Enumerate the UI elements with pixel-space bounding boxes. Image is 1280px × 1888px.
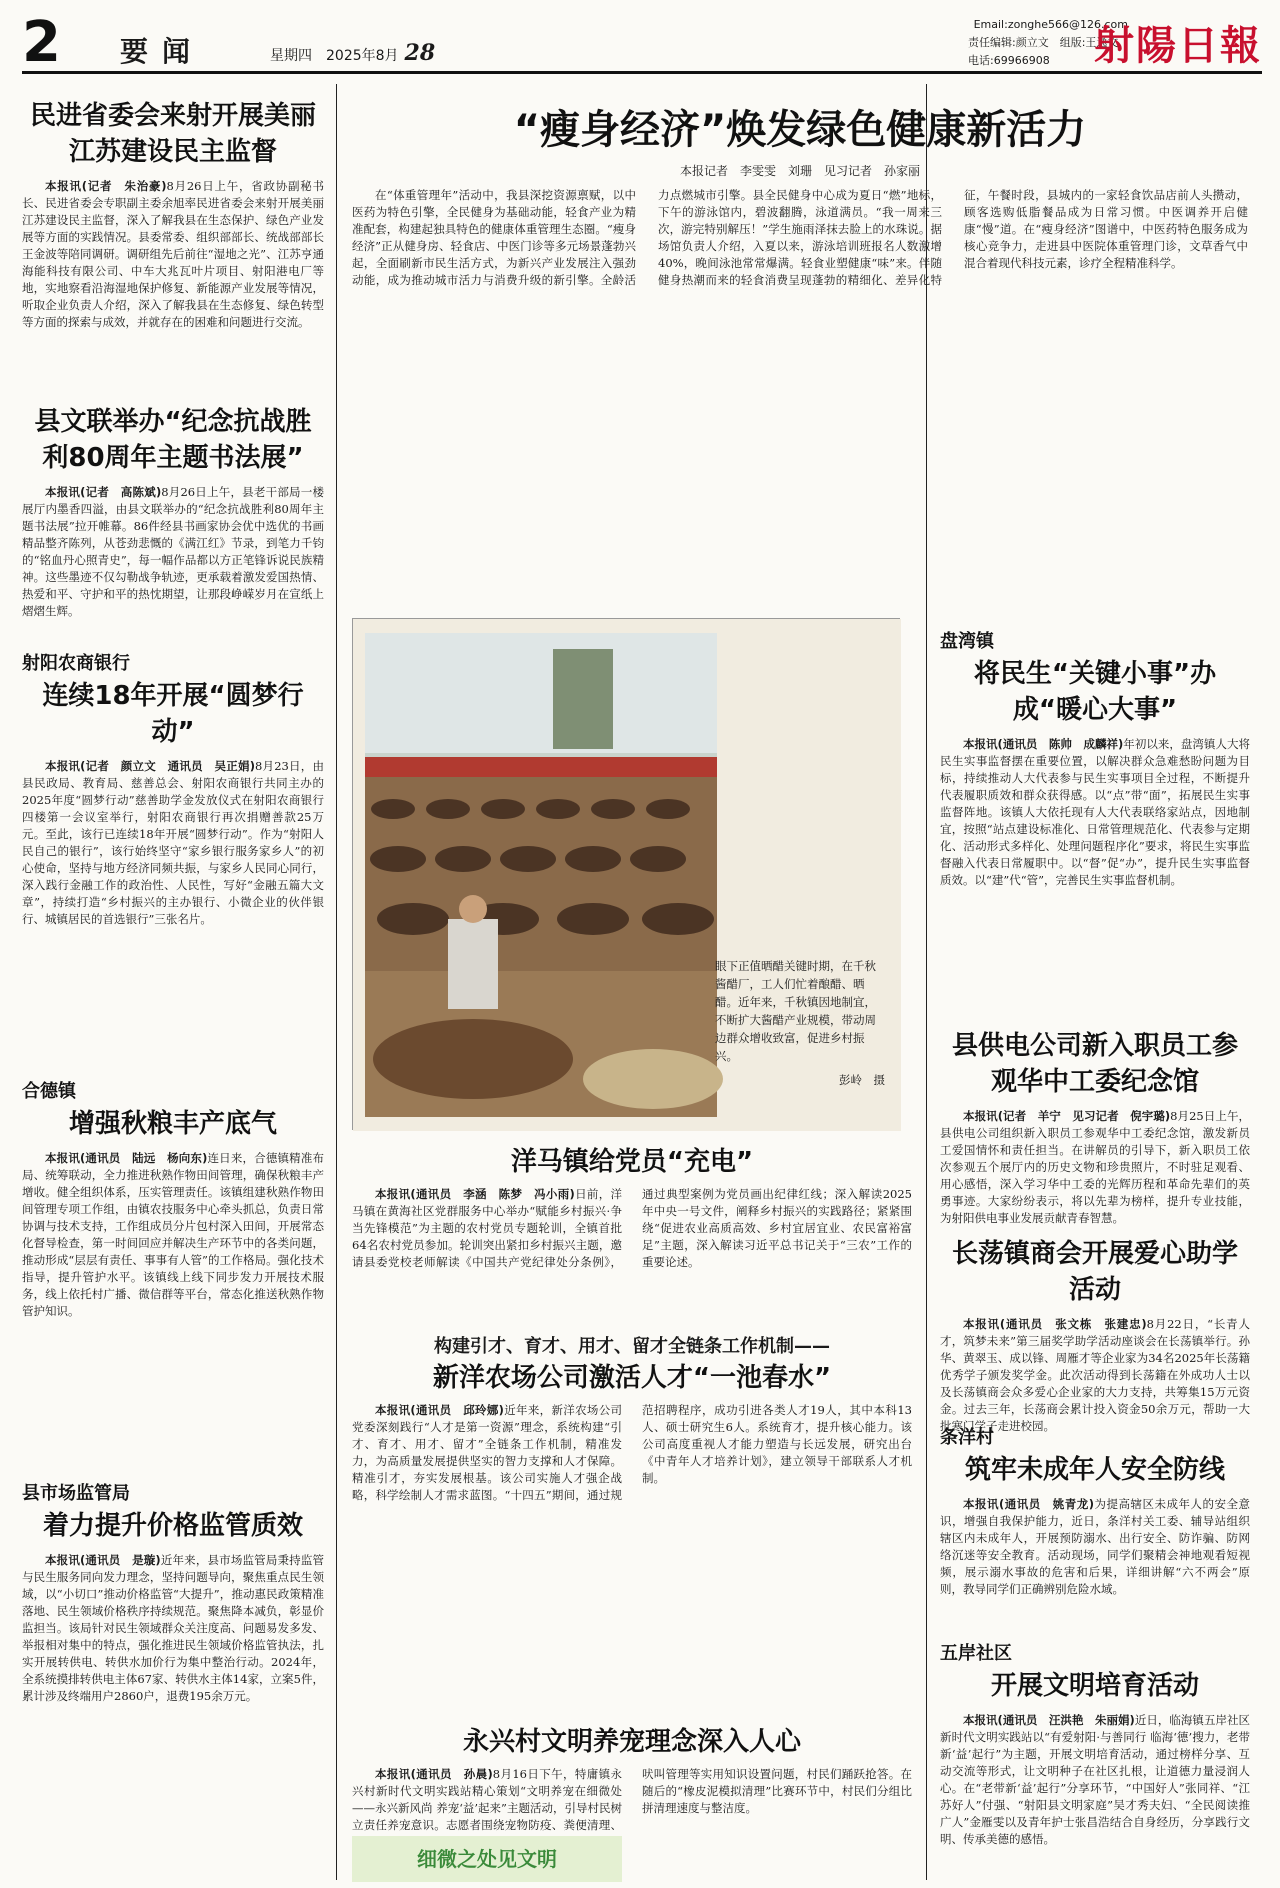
newspaper-logo: 射陽日報 bbox=[1094, 22, 1262, 69]
article-byline: 本报讯(通讯员 汪洪艳 朱丽娟) bbox=[963, 1713, 1135, 1727]
article-text: 年初以来，盘湾镇人大将民生实事监督摆在重要位置，以解决群众急难愁盼问题为目标，持续推动人大代表参与民生实事项目全过程，不断提升代表履职质效和群众获得感。以“点”带“面”，拓展民生实事监督阵地。该镇人大依托现有人大代表联络家站点，因地制宜，按照“站点建设标准化、日常管理规范化、代表参与定期化、活动形式多样化、处理问题程序化”要求，将民生实事监督融入代表日常履职中。以“督”促“办”，提升民生实事监督质效。以“建”代“管”，完善民生实事监督机制。 bbox=[940, 737, 1250, 887]
article-byline: 本报讯(记者 朱治豪) bbox=[45, 179, 167, 193]
article-kicker: 合德镇 bbox=[22, 1081, 76, 1102]
article-body bbox=[22, 758, 324, 928]
article-body: 在“体重管理年”活动中，我县深挖资源禀赋，以中医药为特色引擎，全民健身为基础动能，轻食产业为精准配套，构建起独具特色的健康体重管理生态圈。“瘦身经济”正从健身房、轻食店、中医门诊等多元场景蓬勃兴起，全面刷新市民生活方式，为新兴产业发展注入强劲动能，成为推动城市活力与消费升级的新引擎。全龄活力点燃城市引擎。县全民健身中心成为夏日“燃”地标，下午的游泳馆内，碧波翻腾，泳道满员。“我一周来三次，游完特别解压！”学生施雨泽抹去脸上的水珠说。据场馆负责人介绍，入夏以来，游泳培训班报名人数激增40%，晚间泳池常常爆满。轻食业塑健康“味”来。伴随健身热潮而来的轻食消费呈现蓬勃的精细化、差异化特征，午餐时段，县城内的一家轻食饮品店前人头攒动，顾客选购低脂餐品成为日常习惯。中医调养开启健康“慢”道。在“瘦身经济”图谱中，中医药特色服务成为核心竞争力，走进县中医院体重管理门诊，文草香气中混合着现代科技元素，诊疗全程精准科学。 bbox=[352, 188, 1248, 287]
article-kicker: 条洋村 bbox=[940, 1427, 994, 1448]
article-text: 8月22日，“长青人才，筑梦未来”第三届奖学助学活动座谈会在长荡镇举行。孙华、黄翠玉、成以锋、周雁才等企业家为34名2025年长荡籍优秀学子颁发奖学金。此次活动得到长荡籍在外成功人士以及长荡镇商会众多爱心企业家的大力支持，共筹集15万元资金。过去三年，长荡商会累计投入资金50余万元，帮助一大批寒门学子走进校园。 bbox=[940, 1317, 1250, 1433]
article-body bbox=[352, 1766, 912, 1834]
article-text: 8月26日上午，县老干部局一楼展厅内墨香四溢，由县文联举办的“纪念抗战胜利80周年主题书法展”拉开帷幕。86件经县书画家协会优中选优的书画精品整齐陈列，从苍劲悲慨的《满江红》节录，到笔力千钧的“铭血丹心照青史”，每一幅作品都以方正笔锋诉说民族精神。这些墨迹不仅勾勒战争轨迹，更承载着激发爱国热情、热爱和平、守护和平的热忱期望，让那段峥嵘岁月在宣纸上熠熠生辉。 bbox=[22, 485, 324, 618]
article-text: 近年来，县市场监管局秉持监管与民生服务同向发力理念，坚持问题导向，聚焦重点民生领域，以“小切口”推动价格监管“大提升”，推动惠民政策精准落地、民生领域价格秩序持续规范。聚焦降本减负，彰显价监担当。该局针对民生领域群众关注度高、问题易发多发、举报相对集中的特点，强化推进民生领域价格监管执法，扎实开展转供电、转供水加价行为集中整治行动。2024年，全系统摸排转供电主体67家、转供水主体14家，立案5件，累计涉及终端用户2860户，退费195余万元。 bbox=[22, 1553, 324, 1703]
article-wuan bbox=[940, 1640, 1250, 1880]
article-kicker: 五岸社区 bbox=[940, 1643, 1012, 1664]
article-text: 日前，洋马镇在黄海社区党群服务中心举办“赋能乡村振兴·争当先锋模范”为主题的农村党员专题轮训，全镇首批64名农村党员参加。轮训突出紧扣乡村振兴主题，邀请县委党校老师解读《中国共产党纪律处分条例》，通过典型案例为党员画出纪律红线；深入解读2025年中央一号文件，阐释乡村振兴的实践路径；紧紧围绕“促进农业高质高效、乡村宜居宜业、农民富裕富足”主题，深入解读习近平总书记关于“三农”工作的重要论述。 bbox=[352, 1187, 912, 1269]
article-byline: 本报讯(通讯员 陆远 杨向东) bbox=[45, 1151, 208, 1165]
article-byline: 本报讯(通讯员 邱玲娜) bbox=[375, 1403, 504, 1417]
article-body bbox=[22, 484, 324, 620]
column-divider-left bbox=[336, 84, 337, 1880]
article-minjin bbox=[22, 98, 324, 396]
article-body bbox=[940, 736, 1250, 889]
article-title: 县供电公司新入职员工参观华中工委纪念馆 bbox=[951, 1031, 1238, 1097]
article-text: 8月23日，由县民政局、教育局、慈善总会、射阳农商银行共同主办的2025年度“圆梦行动”慈善助学金发放仪式在射阳农商银行四楼第一会议室举行，射阳农商银行再次捐赠善款25万元。至此，该行已连续18年开展“圆梦行动”。作为“射阳人民自己的银行”，该行始终坚守“家乡银行服务家乡人”的初心使命，坚持与地方经济同频共振，与家乡人民同心同行，深入践行金融工作的政治性、人民性，写好“金融五篇大文章”，持续打造“乡村振兴的主办银行、小微企业的伙伴银行、城镇居民的首选银行”三张名片。 bbox=[22, 759, 324, 926]
article-body bbox=[22, 178, 324, 331]
editor: 责任编辑:颜立文 组版:王逸文 bbox=[968, 36, 1119, 49]
article-kicker: 构建引才、育才、用才、留才全链条工作机制—— bbox=[434, 1336, 830, 1357]
article-title: 永兴村文明养宠理念深入人心 bbox=[462, 1727, 801, 1757]
section-name: 要闻 bbox=[120, 35, 205, 68]
article-text: 8月26日上午，省政协副秘书长、民进省委会专职副主委余旭率民进省委会来射开展美丽江苏建设民主监督，深入了解我县在生态保护、绿色产业发展等方面的实践情况。县委常委、组织部部长、统战部部长王金波等陪同调研。调研组先后前往“湿地之光”、江苏亨通海能科技有限公司、中车大兆瓦叶片项目、射阳港电厂等地，实地察看沿海湿地保护修复、新能源产业发展等情况，听取企业负责人介绍，深入了解我县在生态修复、绿色转型等方面的探索与成效，并就存在的困难和问题进行交流。 bbox=[22, 179, 324, 329]
article-wenlian bbox=[22, 404, 324, 634]
article-hede bbox=[22, 1078, 324, 1498]
article-byline: 本报讯(通讯员 是璇) bbox=[45, 1553, 161, 1567]
article-title: “瘦身经济”焕发绿色健康新活力 bbox=[513, 107, 1087, 153]
article-yongxing bbox=[352, 1724, 912, 1832]
article-bank bbox=[22, 650, 324, 1070]
article-text: 连日来，合德镇精准布局、统筹联动，全力推进秋熟作物田间管理，确保秋粮丰产增收。健全组织体系，压实管理责任。该镇组建秋熟作物田间管理专项工作组，由镇农技服务中心牵头抓总，负责日常协调与技术支持，工作组成员分片包村深入田间，开展常态化督导检查，第一时间回应并解决生产环节中的各类问题，推动形成“层层有责任、事事有人管”的工作格局。强化技术指导，提升管护水平。该镇线上线下同步发力开展技术服务，线上依托村广播、微信群等平台，常态化推送秋熟作物管护知识。 bbox=[22, 1151, 325, 1318]
article-power bbox=[940, 1028, 1250, 1224]
photographer: 彭岭 摄 bbox=[839, 1073, 885, 1087]
article-title: 洋马镇给党员“充电” bbox=[510, 1147, 754, 1177]
article-kicker: 县市场监管局 bbox=[22, 1483, 130, 1504]
article-byline: 本报讯(通讯员 陈帅 成麟祥) bbox=[963, 737, 1124, 751]
article-body bbox=[352, 1402, 912, 1504]
article-body bbox=[940, 1108, 1250, 1227]
article-byline: 本报讯(记者 羊宁 见习记者 倪宇璐) bbox=[963, 1109, 1171, 1123]
article-kicker: 射阳农商银行 bbox=[22, 653, 130, 674]
article-text: 近年来，新洋农场公司党委深刻践行“人才是第一资源”理念，系统构建“引才、育才、用才、留才”全链条工作机制，精准发力，为高质量发展提供坚实的智力支撑和人才保障。精准引才，夯实发展根基。该公司实施人才强企战略，科学绘制人才需求蓝图。“十四五”期间，通过规范招聘程序，成功引进各类人才19人，其中本科13人、硕士研究生6人。系统育才，提升核心能力。该公司高度重视人才能力塑造与长远发展，研究出台《中青年人才培养计划》，建立领导干部联系人才机制。 bbox=[352, 1403, 912, 1502]
photo-caption bbox=[715, 957, 885, 1089]
article-body bbox=[940, 1316, 1250, 1435]
article-title: 新洋农场公司激活人才“一池春水” bbox=[432, 1363, 832, 1393]
article-title: 民进省委会来射开展美丽江苏建设民主监督 bbox=[29, 101, 316, 167]
article-byline: 本报讯(通讯员 李涵 陈梦 冯小雨) bbox=[375, 1187, 575, 1201]
article-lead bbox=[352, 104, 1248, 600]
article-byline: 本报讯(记者 高陈斌) bbox=[45, 485, 162, 499]
article-body bbox=[22, 1150, 324, 1320]
article-text: 8月25日上午，县供电公司组织新入职员工参观华中工委纪念馆，激发新员工爱国情怀和责任担当。在讲解员的引导下，新入职员工依次参观五个展厅内的历史文物和珍贵照片，不时驻足观看、用心感悟，深入学习华中工委的光辉历程和革命先辈们的英勇事迹。大家纷纷表示，将以先辈为榜样，提升专业技能，为射阳供电事业发展贡献青春智慧。 bbox=[940, 1109, 1251, 1225]
article-title: 增强秋粮丰产底气 bbox=[68, 1109, 277, 1139]
article-title: 连续18年开展“圆梦行动” bbox=[42, 681, 304, 747]
article-market bbox=[22, 1480, 324, 1880]
article-byline: 本报讯(通讯员 姚青龙) bbox=[963, 1497, 1095, 1511]
article-text: 为提高辖区未成年人的安全意识，增强自我保护能力，近日，条洋村关工委、辅导站组织辖区内未成年人，开展预防溺水、出行安全、防诈骗、防网络沉迷等安全教育。活动现场，同学们聚精会神地观看短视频，展示溺水事故的危害和后果，详细讲解“六不两会”原则，教导同学们正确辨别危险水域。 bbox=[940, 1497, 1251, 1596]
masthead bbox=[22, 12, 1262, 74]
article-body bbox=[940, 1496, 1250, 1598]
article-byline: 本报讯(通讯员 张文栋 张建忠) bbox=[963, 1317, 1147, 1331]
article-byline: 本报讯(通讯员 孙晨) bbox=[375, 1767, 493, 1781]
article-byline: 本报记者 李雯雯 刘珊 见习记者 孙家丽 bbox=[679, 164, 920, 178]
page-number: 2 bbox=[22, 10, 61, 75]
weekday-date: 星期四 2025年8月 bbox=[270, 48, 399, 64]
article-panwan bbox=[940, 628, 1250, 1018]
article-text: 近日，临海镇五岸社区新时代文明实践站以“有爱射阳·与善同行 临海‘德’搜力，老带新‘益’起行”为主题，开展文明培育活动，通过榜样分享、互动交流等形式，让文明种子在社区扎根，让道德力量浸润人心。在“老带新‘益’起行”分享环节，“中国好人”张同祥、“江苏好人”付强、“射阳县文明家庭”吴才秀夫妇、“全民阅读推广人”金雁雯以及青年护士张昌浩结合自身经历，分享践行文明、传承美德的感悟。 bbox=[940, 1713, 1251, 1846]
article-body bbox=[352, 1186, 912, 1271]
article-text: 8月16日下午，特庸镇永兴村新时代文明实践站精心策划“文明养宠在细微处——永兴新风尚 养宠‘益’起来”主题活动，引导村民树立责任养宠意识。志愿者围绕宠物防疫、粪便清理、吠叫管理等实用知识设置问题，村民们踊跃抢答。在随后的“橡皮泥模拟清理”比赛环节中，村民们分组比拼清理速度与整洁度。 bbox=[352, 1767, 912, 1832]
article-xinyang bbox=[352, 1334, 912, 1714]
article-title: 将民生“关键小事”办成“暖心大事” bbox=[973, 659, 1217, 725]
news-photo bbox=[352, 618, 900, 1130]
article-title: 长荡镇商会开展爱心助学活动 bbox=[951, 1239, 1238, 1305]
issue-day: 28 bbox=[404, 40, 436, 66]
article-tiaoyang bbox=[940, 1424, 1250, 1634]
issue-date bbox=[270, 40, 435, 66]
banner-text: 细微之处见文明 bbox=[417, 1847, 557, 1871]
article-title: 开展文明培育活动 bbox=[990, 1671, 1199, 1701]
article-yangma bbox=[352, 1144, 912, 1320]
article-body bbox=[940, 1712, 1250, 1848]
article-title: 县文联举办“纪念抗战胜利80周年主题书法展” bbox=[34, 407, 312, 473]
article-kicker: 盘湾镇 bbox=[940, 631, 994, 652]
caption-text: 眼下正值晒醋关键时期，在千秋酱醋厂，工人们忙着酿醋、晒醋。近年来，千秋镇因地制宜，不断扩大酱醋产业规模，带动周边群众增收致富，促进乡村振兴。 bbox=[715, 959, 876, 1063]
email: Email:zonghe566@126.com bbox=[973, 18, 1128, 31]
article-title: 筑牢未成年人安全防线 bbox=[964, 1455, 1225, 1485]
article-title: 着力提升价格监管质效 bbox=[42, 1511, 303, 1541]
article-body bbox=[22, 1552, 324, 1705]
article-byline: 本报讯(记者 颜立文 通讯员 吴正娟) bbox=[45, 759, 255, 773]
phone: 电话:69966908 bbox=[968, 54, 1050, 67]
civility-banner bbox=[352, 1836, 622, 1882]
article-changdang bbox=[940, 1236, 1250, 1433]
